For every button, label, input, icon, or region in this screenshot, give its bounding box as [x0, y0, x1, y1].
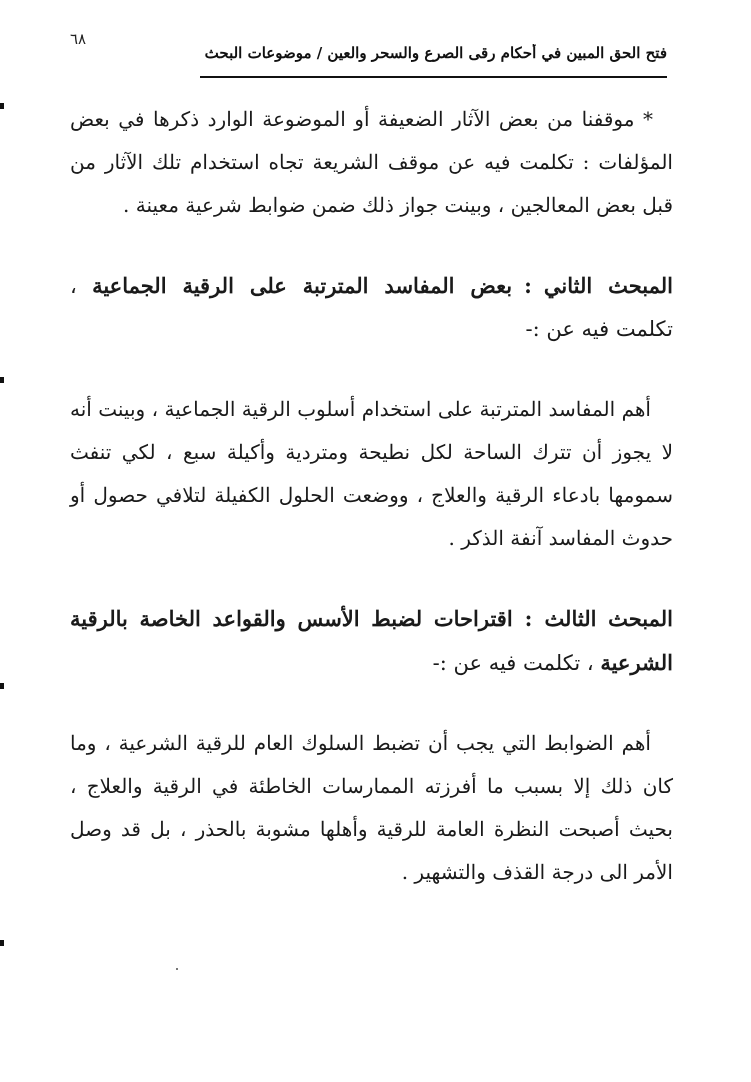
section-heading-3 — [70, 597, 673, 685]
section-body-2: أهم المفاسد المترتبة على استخدام أسلوب الرقية الجماعية ، وبينت أنه لا يجوز أن تترك الساحة لكل نطيحة ومتردية وأكيلة سبع ، لكي تنفث سمومها بادعاء الرقية والعلاج ، ووضعت الحلول الكفيلة لتلافي حصول أو حدوث المفاسد آنفة الذكر . — [70, 397, 673, 550]
section-title: اقتراحات لضبط الأسس والقواعد الخاصة بالرقية الشرعية — [70, 606, 673, 675]
margin-mark — [0, 683, 4, 689]
intro-paragraph: * موقفنا من بعض الآثار الضعيفة أو الموضوعة الوارد ذكرها في بعض المؤلفات : تكلمت فيه عن موقف الشريعة تجاه استخدام تلك الآثار من قبل بعض المعالجين ، وبينت جواز ذلك ضمن ضوابط شرعية معينة . — [70, 107, 673, 217]
section-label: المبحث الثاني — [543, 273, 673, 298]
section-body-3: أهم الضوابط التي يجب أن تضبط السلوك العام للرقية الشرعية ، وما كان ذلك إلا بسبب ما أفرزته الممارسات الخاطئة في الرقية والعلاج ، بحيث أصبحت النظرة العامة للرقية وأهلها مشوبة بالحذر ، بل قد وصل الأمر الى درجة القذف والتشهير . — [70, 731, 673, 884]
scan-dot — [176, 968, 178, 970]
section-title: بعض المفاسد المترتبة على الرقية الجماعية — [92, 273, 513, 298]
section-heading-2 — [70, 264, 673, 351]
section-label: المبحث الثالث — [544, 606, 674, 631]
heading-separator: : — [524, 273, 532, 298]
margin-mark — [0, 377, 4, 383]
page-number: ٦٨ — [70, 30, 87, 48]
running-header-title: فتح الحق المبين في أحكام رقى الصرع والسحر والعين / موضوعات البحث — [204, 44, 667, 62]
section-heading-tail: ، تكلمت فيه عن :- — [432, 651, 594, 675]
margin-mark — [0, 103, 4, 109]
heading-separator: : — [524, 606, 533, 631]
page-body — [70, 98, 673, 894]
section-heading-tail: ، تكلمت فيه عن :- — [70, 274, 673, 341]
margin-mark — [0, 940, 4, 946]
header-rule — [200, 76, 667, 78]
